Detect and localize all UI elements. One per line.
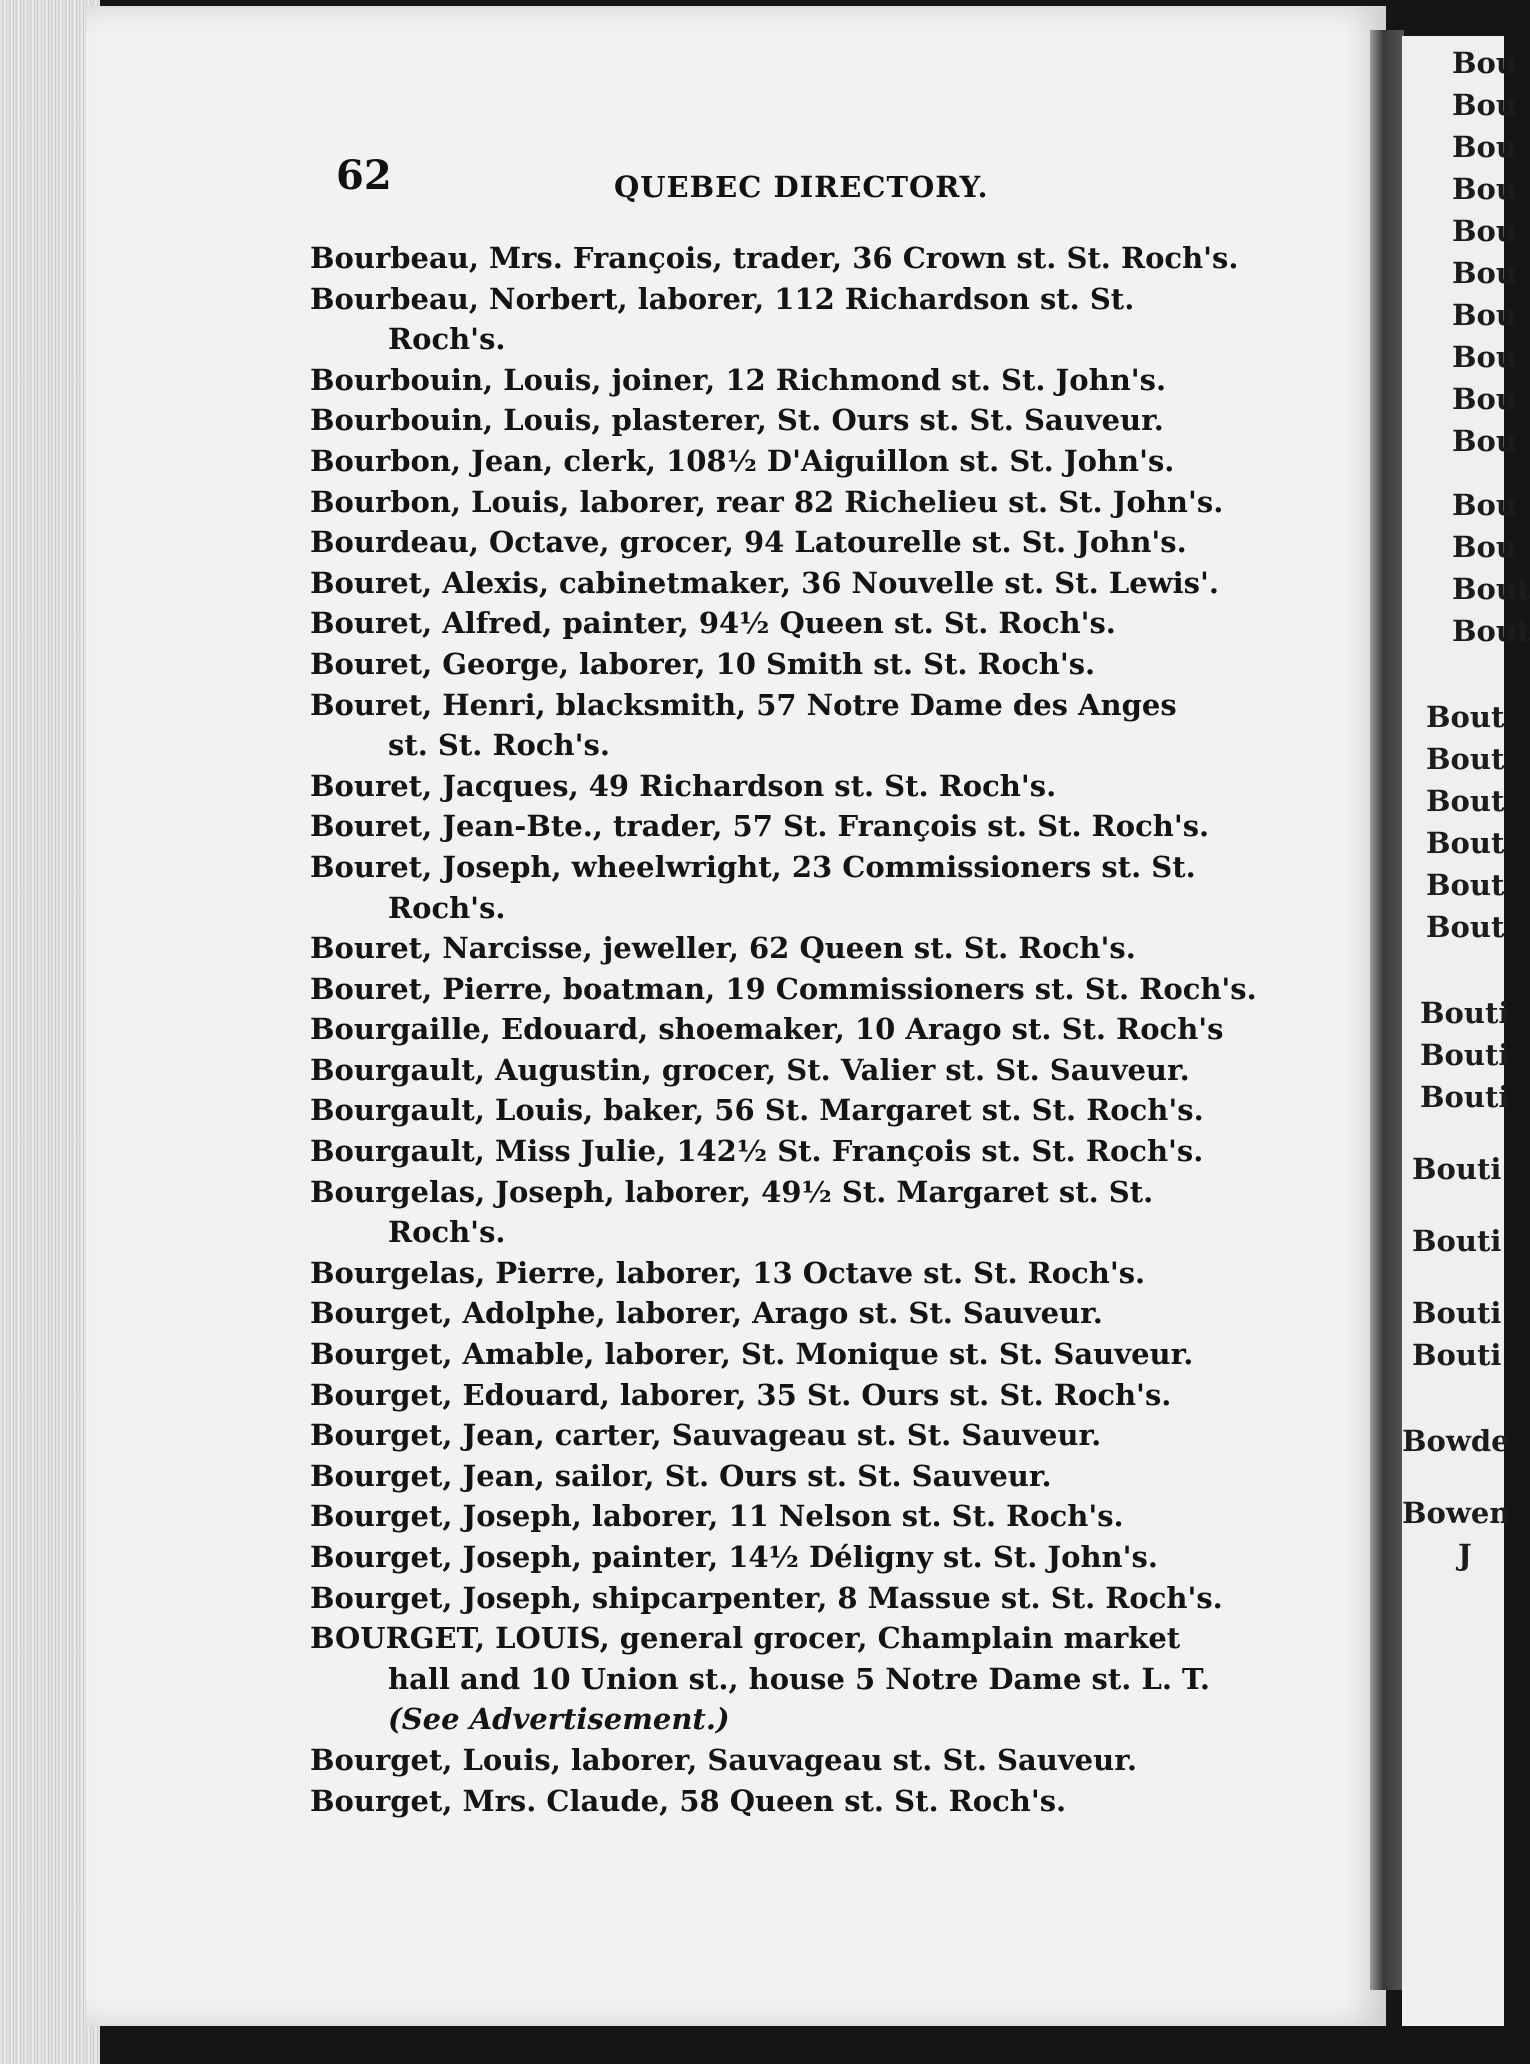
entry-text: Bouret, George, laborer, 10 Smith st. St. Roch's.: [310, 646, 1096, 681]
facing-page-fragments: [1402, 36, 1530, 2026]
directory-entry: [310, 1578, 1310, 1619]
entry-text: Bourget, Jean, carter, Sauvageau st. St. Sauveur.: [310, 1418, 1102, 1453]
entry-text: Bouret, Jean-Bte., trader, 57 St. François st. St. Roch's.: [310, 809, 1210, 844]
facing-page-fragment: Bouti: [1420, 1080, 1510, 1114]
facing-page-fragment: Bout: [1426, 700, 1505, 734]
page-number: 62: [336, 152, 392, 199]
directory-entries: [310, 238, 1310, 1821]
entry-text: Bourgaille, Edouard, shoemaker, 10 Arago st. St. Roch's: [310, 1012, 1224, 1047]
directory-entry: [310, 563, 1310, 604]
entry-see-note: (See Advertisement.): [388, 1702, 730, 1737]
directory-entry: [310, 1618, 1310, 1740]
directory-entry: [310, 806, 1310, 847]
facing-page-fragment: J: [1458, 1538, 1472, 1572]
directory-entry: [310, 644, 1310, 685]
facing-page-fragment: Bowen: [1402, 1496, 1511, 1530]
directory-entry: [310, 766, 1310, 807]
entry-text: Bourbouin, Louis, plasterer, St. Ours st. St. Sauveur.: [310, 403, 1164, 438]
facing-page-fragment: Bouti: [1412, 1296, 1502, 1330]
facing-page-fragment: Bout: [1426, 826, 1505, 860]
facing-page-fragment: Bowde: [1402, 1424, 1510, 1458]
entry-text: Bourbouin, Louis, joiner, 12 Richmond st. St. John's.: [310, 362, 1167, 397]
entry-text: Bourget, Joseph, shipcarpenter, 8 Massue st. St. Roch's.: [310, 1580, 1223, 1615]
directory-entry: [310, 1375, 1310, 1416]
entry-text: Bourget, Louis, laborer, Sauvageau st. St. Sauveur.: [310, 1742, 1137, 1777]
directory-entry: [310, 685, 1310, 766]
entry-text: Bourgault, Miss Julie, 142½ St. François st. St. Roch's.: [310, 1134, 1204, 1169]
entry-text: Bourdeau, Octave, grocer, 94 Latourelle st. St. John's.: [310, 525, 1187, 560]
facing-page-fragment: Bout: [1426, 868, 1505, 902]
directory-entry: [310, 1740, 1310, 1781]
entry-text: Bourget, Mrs. Claude, 58 Queen st. St. Roch's.: [310, 1783, 1067, 1818]
facing-page-fragment: Bout: [1452, 614, 1530, 648]
facing-page-fragment: Bou: [1452, 172, 1517, 206]
directory-entry: [310, 1050, 1310, 1091]
entry-text: Bourbon, Louis, laborer, rear 82 Richelieu st. St. John's.: [310, 484, 1224, 519]
facing-page-fragment: Bout: [1426, 910, 1505, 944]
facing-page-fragment: Bou: [1452, 298, 1517, 332]
entry-text: Bouret, Alexis, cabinetmaker, 36 Nouvelle st. St. Lewis'.: [310, 565, 1219, 600]
facing-page-fragment: Bouti: [1420, 996, 1510, 1030]
page-edges: [0, 0, 100, 2064]
facing-page-fragment: Bouti: [1412, 1224, 1502, 1258]
directory-entry: [310, 1334, 1310, 1375]
directory-entry: [310, 1131, 1310, 1172]
facing-page-fragment: Bouti: [1412, 1152, 1502, 1186]
entry-text: Bourget, Joseph, painter, 14½ Déligny st. St. John's.: [310, 1540, 1158, 1574]
entry-text: Bourget, Joseph, laborer, 11 Nelson st. St. Roch's.: [310, 1499, 1124, 1534]
facing-page-fragment: Bou: [1452, 488, 1517, 522]
facing-page-fragment: Bou: [1452, 88, 1517, 122]
directory-entry: [310, 1172, 1310, 1253]
facing-page-fragment: Bou: [1452, 214, 1517, 248]
directory-entry: [310, 1456, 1310, 1497]
entry-text: Bourget, Amable, laborer, St. Monique st. St. Sauveur.: [310, 1337, 1194, 1372]
facing-page-fragment: Bou: [1452, 130, 1517, 164]
entry-continuation: hall and 10 Union st., house 5 Notre Dame st. L. T.: [388, 1661, 1210, 1696]
directory-entry: [310, 847, 1310, 928]
facing-page-fragment: Bou: [1452, 424, 1517, 458]
entry-text: Bouret, Henri, blacksmith, 57 Notre Dame des Anges: [310, 687, 1177, 722]
entry-text: Bouret, Joseph, wheelwright, 23 Commissioners st. St.: [310, 849, 1196, 884]
entry-text: Bourget, Adolphe, laborer, Arago st. St. Sauveur.: [310, 1296, 1103, 1331]
entry-text: Bourgault, Augustin, grocer, St. Valier st. St. Sauveur.: [310, 1052, 1190, 1087]
entry-text: Bourbeau, Mrs. François, trader, 36 Crown st. St. Roch's.: [310, 241, 1239, 275]
directory-entry: [310, 1090, 1310, 1131]
entry-text: Bourget, Edouard, laborer, 35 St. Ours st. St. Roch's.: [310, 1377, 1172, 1412]
book-gutter: [1370, 30, 1404, 1990]
facing-page: [1402, 36, 1530, 2026]
directory-entry: [310, 603, 1310, 644]
entry-continuation: Roch's.: [388, 890, 506, 925]
directory-entry: [310, 1293, 1310, 1334]
facing-page-fragment: Bou: [1452, 530, 1517, 564]
directory-entry: [310, 482, 1310, 523]
entry-text: Bouret, Alfred, painter, 94½ Queen st. St. Roch's.: [310, 606, 1116, 641]
facing-page-fragment: Bou: [1452, 382, 1517, 416]
entry-text: Bouret, Jacques, 49 Richardson st. St. Roch's.: [310, 768, 1057, 803]
directory-entry: [310, 928, 1310, 969]
entry-text: Bourgelas, Joseph, laborer, 49½ St. Margaret st. St.: [310, 1174, 1154, 1209]
facing-page-fragment: Bou: [1452, 46, 1517, 80]
directory-entry: [310, 400, 1310, 441]
entry-continuation: Roch's.: [388, 322, 506, 357]
facing-page-fragment: Bou: [1452, 340, 1517, 374]
facing-page-fragment: Bou: [1452, 256, 1517, 290]
entry-text: BOURGET, LOUIS, general grocer, Champlain market: [310, 1621, 1181, 1656]
entry-continuation: Roch's.: [388, 1215, 506, 1250]
entry-text: Bourget, Jean, sailor, St. Ours st. St. Sauveur.: [310, 1458, 1052, 1493]
entry-text: Bouret, Pierre, boatman, 19 Commissioners st. St. Roch's.: [310, 971, 1257, 1006]
page-title: QUEBEC DIRECTORY.: [614, 170, 989, 204]
directory-entry: [310, 1009, 1310, 1050]
facing-page-fragment: Bouti: [1420, 1038, 1510, 1072]
entry-text: Bourgault, Louis, baker, 56 St. Margaret st. St. Roch's.: [310, 1093, 1204, 1128]
directory-entry: [310, 1253, 1310, 1294]
directory-entry: [310, 1496, 1310, 1537]
entry-text: Bouret, Narcisse, jeweller, 62 Queen st. St. Roch's.: [310, 931, 1136, 966]
directory-entry: [310, 522, 1310, 563]
directory-entry: [310, 441, 1310, 482]
entry-text: Bourgelas, Pierre, laborer, 13 Octave st. St. Roch's.: [310, 1255, 1146, 1290]
facing-page-fragment: Bout: [1426, 784, 1505, 818]
directory-entry: [310, 1537, 1310, 1578]
directory-entry: [310, 1415, 1310, 1456]
directory-entry: [310, 279, 1310, 360]
directory-entry: [310, 1781, 1310, 1822]
facing-page-fragment: Bout: [1426, 742, 1505, 776]
entry-text: Bourbeau, Norbert, laborer, 112 Richardson st. St.: [310, 281, 1135, 316]
entry-continuation: st. St. Roch's.: [388, 728, 610, 763]
directory-entry: [310, 969, 1310, 1010]
facing-page-fragment: Bout: [1452, 572, 1530, 606]
directory-entry: [310, 360, 1310, 401]
entry-text: Bourbon, Jean, clerk, 108½ D'Aiguillon st. St. John's.: [310, 443, 1175, 478]
directory-entry: [310, 238, 1310, 279]
facing-page-fragment: Bouti: [1412, 1338, 1502, 1372]
